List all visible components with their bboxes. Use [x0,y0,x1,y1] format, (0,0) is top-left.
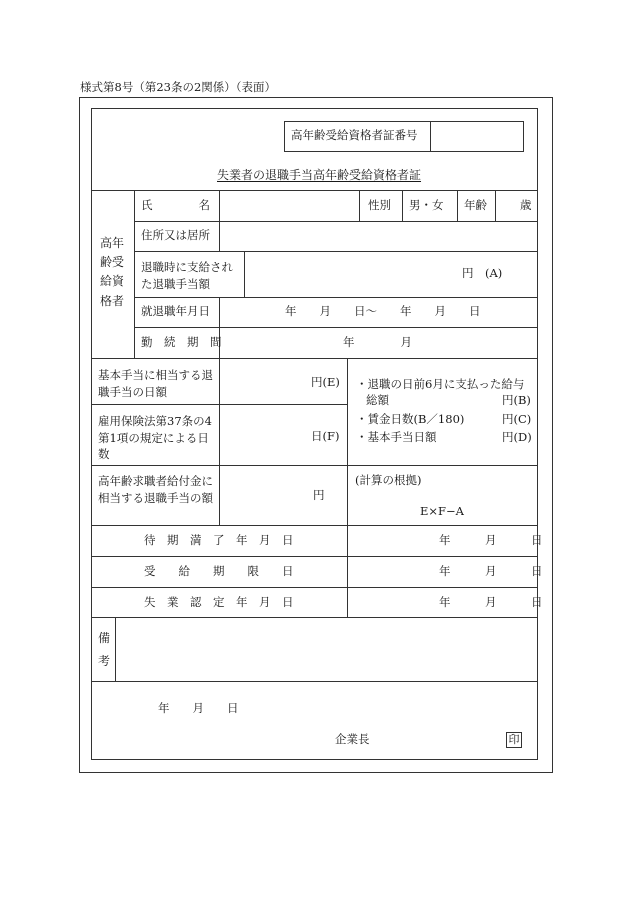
employment-date-value: 年 月 日〜 年 月 日 [285,304,481,318]
line-allowance-col [244,251,245,297]
retire-allowance-label: 退職時に支給された退職手当額 [141,260,233,291]
remarks-label-1: 備 [98,631,111,645]
age-label: 年齢 [464,198,487,212]
formula: E×F−A [420,504,464,518]
line-calc-col [347,358,348,617]
allowance-unit-a: 円 (A) [462,266,503,280]
service-period-label: 勤 続 期 間 [141,335,222,349]
calc-item-c: ・賃金日数(B／180) [356,412,465,426]
benefit-deadline-value: 年 月 日 [439,564,543,578]
gender-label: 性別 [368,198,391,212]
line-remarks-bottom [91,681,538,682]
remarks-label-2: 考 [98,654,111,668]
line-row3-bottom [91,617,538,618]
unemployment-cert-label: 失 業 認 定 年 月 日 [144,595,294,609]
line-remarks-col [115,617,116,681]
line-lower-label-col [219,358,220,525]
name-field[interactable] [220,191,358,220]
calc-mark-d: 円(D) [502,430,532,444]
issue-date: 年 月 日 [158,701,239,715]
benefit-deadline-label: 受 給 期 限 日 [144,564,294,578]
service-period-value: 年 月 [343,335,412,349]
wait-period-label: 待 期 満 了 年 月 日 [144,533,294,547]
remarks-field[interactable] [117,619,537,680]
line-address-bottom [134,251,538,252]
cert-number-label: 高年齢受給資格者証番号 [291,128,418,142]
insurance-days-label: 雇用保険法第37条の4第1項の規定による日数 [98,414,212,462]
line-gender-label-left [359,190,360,221]
line-date-bottom [134,327,538,328]
insurance-days-unit-f: 日(F) [311,429,340,443]
employment-date-label: 就退職年月日 [141,304,210,318]
calc-mark-b: 円(B) [502,393,531,407]
age-unit: 歳 [520,198,532,212]
line-section-col [134,190,135,358]
line-gender-value-left [402,190,403,221]
calc-basis-label: (計算の根拠) [355,473,422,487]
form-label: 様式第8号（第23条の2関係）（表面） [80,80,277,94]
unemployment-cert-value: 年 月 日 [439,595,543,609]
cert-number-divider [430,121,431,152]
address-field[interactable] [220,222,537,250]
section-label: 高年齢受給資格者 [100,236,125,308]
calc-mark-c: 円(C) [502,412,532,426]
line-age-label-left [457,190,458,221]
basic-daily-unit-e: 円(E) [311,375,340,389]
address-label: 住所又は居所 [141,228,210,242]
line-days-bottom [91,465,538,466]
seeker-benefit-label: 高年齢求職者給付金に相当する退職手当の額 [98,474,213,505]
calc-item-b: ・退職の日前6月に支払った給与 [356,377,525,391]
calc-item-b-line2: 総額 [366,393,389,407]
cert-number-field[interactable] [432,122,523,151]
basic-daily-label: 基本手当に相当する退職手当の日額 [98,368,213,399]
seeker-benefit-unit: 円 [313,488,325,502]
line-allowance-bottom [134,297,538,298]
wait-period-value: 年 月 日 [439,533,543,547]
seal-mark: 印 [506,732,522,748]
line-age-value-left [495,190,496,221]
calc-item-d: ・基本手当日額 [356,430,437,444]
document-title: 失業者の退職手当高年齢受給資格者証 [217,168,422,182]
line-row1-bottom [91,556,538,557]
employer-label: 企業長 [335,732,370,746]
line-seeker-bottom [91,525,538,526]
line-section-bottom [91,358,538,359]
gender-value[interactable]: 男・女 [409,198,444,212]
line-row2-bottom [91,587,538,588]
name-label: 氏 名 [141,198,210,212]
